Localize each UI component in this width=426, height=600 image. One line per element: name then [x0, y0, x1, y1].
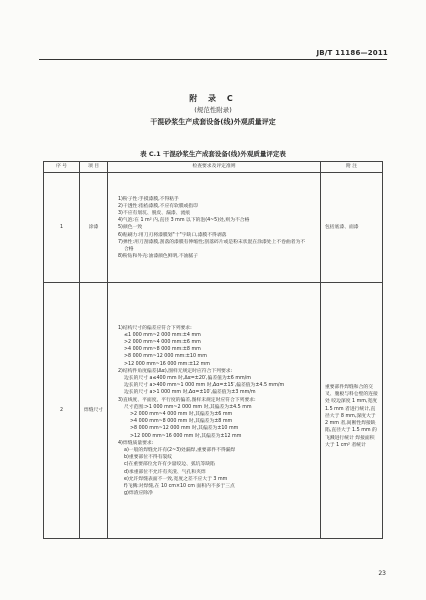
row-note: 重要部件焊缝和合的交叉、腹板与料仓壁的连接处 咬边深度 1 mm,宽度 1.5 mm 者进行统计,直径大于 8 mm,深度大于 2 mm 者,间断性焊接缺陷,直径大于 1.5 mm 的飞溅进行统计 焊接面积大于 1 cm² 者统计 — [321, 283, 383, 539]
row-requirements — [108, 283, 321, 539]
page-number: 23 — [378, 570, 386, 577]
requirement-line: >4 000 mm~8 000 mm:±8 mm — [124, 347, 201, 353]
requirement-line: a)一般的焊缝允许有(2~3)处漏焊,重要部件不得漏焊 — [124, 448, 236, 454]
table-header-row — [44, 162, 383, 173]
header-number: 序 号 — [44, 162, 80, 173]
header-rule — [39, 59, 387, 60]
requirement-line: ≤1 000 mm~2 000 mm:±4 mm — [124, 332, 201, 338]
row-item: 焊缝尺寸 — [80, 283, 108, 539]
requirement-line: 尺寸范围:>1 000 mm~2 000 mm 时,其偏差为±4.5 mm — [124, 404, 252, 410]
evaluation-table — [43, 161, 383, 539]
standard-code: JB/T 11186—2011 — [316, 49, 388, 57]
requirement-line: c)在重要部位允许有少量咬边、弧坑等缺陷 — [124, 462, 215, 468]
requirement-line: >8 000 mm~12 000 mm:±10 mm — [124, 354, 207, 360]
requirement-line: g)焊渣应除净 — [124, 491, 153, 497]
requirement-line: 7)弹性:用刀刮漆膜,刮落的漆膜有伸缩性;刮落碎片或是粉末状混在涂漆处上不卷曲者为不 — [118, 239, 306, 245]
requirement-line: 边长的尺寸 a≤400 mm 时,Δα=±20′,偏差值为±6 mm/m — [124, 375, 251, 381]
requirement-line: 边长的尺寸 a>1 000 mm 时,Δα=±10′,偏差值为±3 mm/m — [124, 390, 256, 396]
appendix-title: 附 录 C — [189, 94, 237, 103]
requirement-line: 边长的尺寸 a>400 mm~1 000 mm 时,Δα=±15′,偏差值为±4.5 mm/m — [124, 383, 285, 389]
requirement-line: 3)直线度、平面度、平行度的偏差,图样未规定时应符合下列要求: — [118, 397, 256, 403]
requirement-line: 2)干透性:指掐漆膜,不应有软膜或指印 — [118, 203, 199, 209]
requirement-line: 1)粉子性:手摸漆膜,不得粘手 — [118, 196, 179, 202]
requirement-line: 2)结构件角度偏差(Δα),图样无规定时应符合下列要求: — [118, 368, 233, 374]
row-number: 1 — [44, 173, 80, 283]
requirement-line: b)重要部位不得有裂纹 — [124, 455, 173, 461]
header-item: 项 目 — [80, 162, 108, 173]
row-requirements — [108, 173, 321, 283]
requirement-line: 4)焊缝质量要求: — [118, 440, 154, 446]
row-item: 涂漆 — [80, 173, 108, 283]
requirement-line: 4)气泡:在 1 m² 内,直径 3 mm 以下的泡(4~5)处,则为不合格 — [118, 218, 250, 224]
requirement-line: >4 000 mm~8 000 mm 时,其偏差为±8 mm — [130, 419, 233, 425]
appendix-name: 干混砂浆生产成套设备(线)外观质量评定 — [150, 118, 276, 126]
requirement-line: >2 000 mm~4 000 mm:±6 mm — [124, 339, 201, 345]
table-row — [44, 173, 383, 283]
table-row — [44, 283, 383, 539]
requirement-line: >12 000 mm~16 000 mm:±12 mm — [124, 361, 210, 367]
requirement-line: d)承重部位不允许有夹渣、气孔和夹焊 — [124, 469, 206, 475]
requirement-line: 3)不应有划坑、脱皮、漏漆、流痕 — [118, 210, 191, 216]
table-caption: 表 C.1 干混砂浆生产成套设备(线)外观质量评定表 — [140, 150, 286, 158]
appendix-kind: (规范性附录) — [194, 106, 232, 114]
requirement-line: >2 000 mm~4 000 mm 时,其偏差为±6 mm — [130, 412, 233, 417]
requirement-line: 1)结构尺寸的偏差应符合下列要求: — [118, 325, 192, 331]
requirement-line: >8 000 mm~12 000 mm 时,其偏差为±10 mm — [130, 426, 239, 432]
requirement-line: e)允许焊缝表面不一致,宽度之差不应大于 3 mm — [124, 476, 228, 482]
requirement-line: >12 000 mm~16 000 mm 时,其偏差为±12 mm — [130, 433, 242, 439]
header-requirements: 检查要求及评定准则 — [108, 162, 321, 173]
requirement-line: 8)粉钻和外壳:油漆颜色鲜明,不油腻子 — [118, 254, 199, 260]
requirement-line: 合格 — [124, 247, 134, 252]
requirement-line: 5)颜色一致 — [118, 225, 143, 231]
header-note: 附 注 — [321, 162, 383, 173]
requirement-line: 6)粘刷力:用刀刃将漆膜划"十"字缺口,漆膜不得剥落 — [118, 232, 227, 238]
requirement-line: f)飞溅:对焊缝,在 10 cm×10 cm 面积内不多于三点 — [124, 484, 235, 490]
row-number: 2 — [44, 283, 80, 539]
row-note: 包括底漆、面漆 — [321, 173, 383, 283]
